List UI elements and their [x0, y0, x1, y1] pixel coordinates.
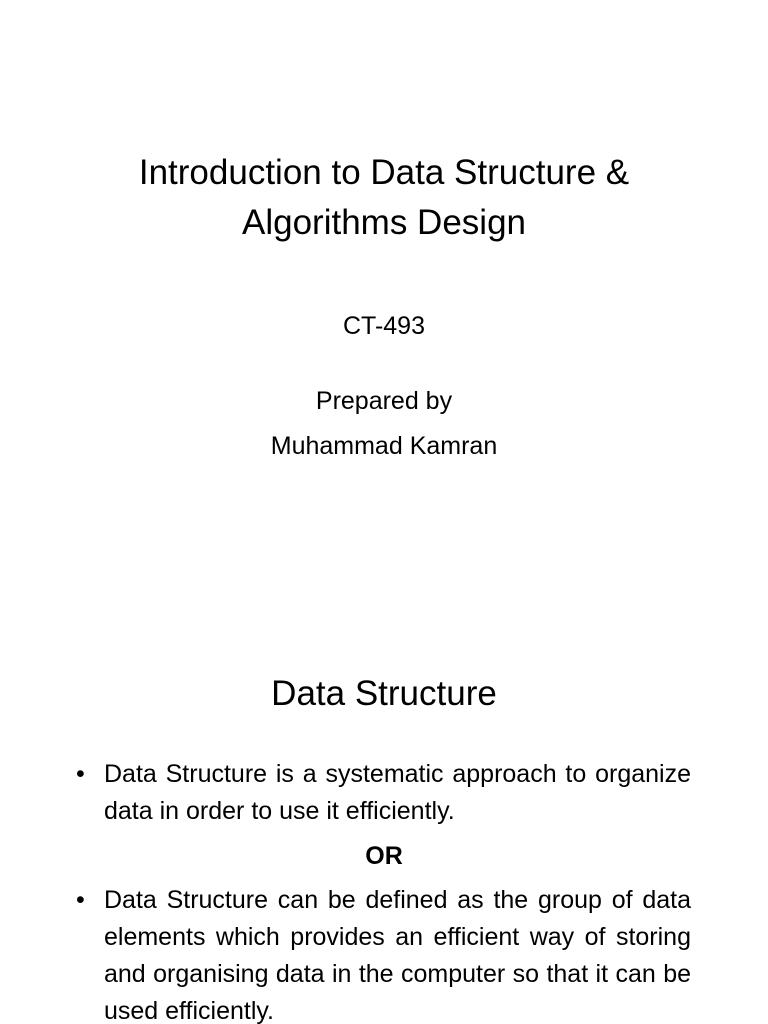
slide-title-line-2: Algorithms Design	[242, 203, 526, 242]
slide-title	[0, 148, 768, 248]
course-code: CT-493	[343, 312, 425, 340]
bullet-text: Data Structure is a systematic approach to organize data in order to use it efficiently.	[104, 760, 691, 825]
author-name: Muhammad Kamran	[270, 432, 498, 460]
bullet-marker: •	[76, 760, 85, 788]
data-structure-slide	[0, 576, 768, 1024]
bullet-item	[76, 882, 691, 1024]
slide-heading: Data Structure	[271, 674, 497, 713]
slide-title-line-1: Introduction to Data Structure &	[138, 153, 630, 192]
prepared-by-label: Prepared by	[315, 387, 453, 415]
bullet-marker: •	[76, 886, 85, 914]
bullet-text: Data Structure can be defined as the group of data elements which provides an efficient way of storing and organising data in the computer so that it can be used efficiently.	[104, 886, 691, 1024]
or-separator: OR	[365, 842, 403, 870]
bullet-item	[76, 756, 691, 830]
